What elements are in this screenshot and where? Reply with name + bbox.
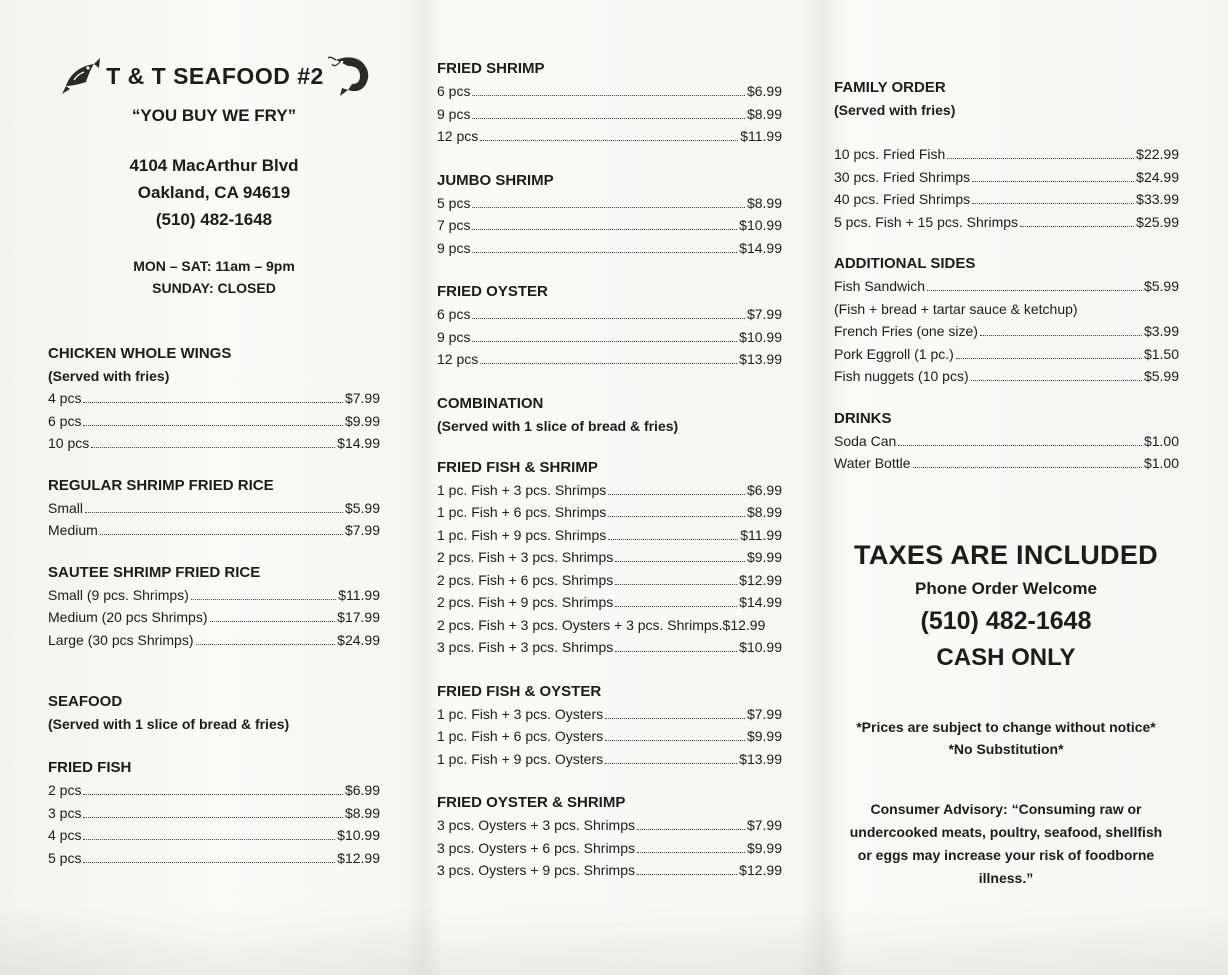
item-label: Small (9 pcs. Shrimps) [48, 586, 189, 603]
item-price: $7.99 [344, 522, 380, 538]
section-chicken-wings [48, 343, 380, 455]
item-price: $12.99 [739, 862, 782, 878]
leader-dots [608, 539, 738, 540]
shrimp-icon [328, 54, 374, 98]
leader-dots [191, 599, 336, 600]
leader-dots [605, 740, 745, 741]
item-price: $7.99 [746, 306, 782, 322]
menu-item [437, 636, 782, 659]
item-price: $9.99 [746, 549, 782, 565]
leader-dots [637, 874, 737, 875]
section-note: (Served with 1 slice of bread & fries) [48, 716, 290, 732]
item-label: Medium [48, 522, 98, 538]
leader-dots [83, 794, 342, 795]
menu-item [437, 125, 782, 148]
item-label: 5 pcs [437, 194, 471, 211]
item-label: 3 pcs. Oysters + 3 pcs. Shrimps [437, 817, 636, 833]
menu-item [437, 501, 782, 524]
no-substitution-notice: *No Substitution* [948, 741, 1064, 757]
item-price: $3.99 [1143, 323, 1179, 339]
item-label: 10 pcs. Fried Fish [834, 146, 946, 162]
menu-item [437, 326, 782, 349]
slogan: “YOU BUY WE FRY” [131, 106, 297, 125]
menu-item [48, 519, 380, 542]
item-price: $14.99 [739, 239, 782, 256]
item-price: $1.00 [1143, 455, 1179, 471]
item-label: 1 pc. Fish + 6 pcs. Oysters [437, 728, 604, 744]
menu-item [48, 432, 380, 455]
leader-dots [947, 158, 1134, 159]
item-label: 3 pcs. Fish + 3 pcs. Shrimps [437, 639, 614, 655]
menu-item [48, 584, 380, 607]
item-price: $8.99 [746, 194, 782, 211]
section-fish-oyster [437, 681, 782, 771]
menu-item [437, 748, 782, 771]
item-price: $12.99 [337, 849, 380, 866]
section-combination [437, 393, 782, 437]
leader-dots [972, 203, 1134, 204]
taxes-notice: TAXES ARE INCLUDED [854, 540, 1158, 570]
menu-item [437, 237, 782, 260]
item-price: $12.99 [739, 571, 782, 588]
section-title: REGULAR SHRIMP FRIED RICE [48, 476, 274, 494]
section-jumbo-shrimp [437, 170, 782, 260]
menu-item [437, 569, 782, 592]
address-line-2: Oakland, CA 94619 [137, 183, 291, 202]
middle-column [437, 58, 782, 882]
item-label: 12 pcs [437, 128, 479, 144]
item-label: 9 pcs [437, 105, 471, 122]
item-label: Fish Sandwich [834, 278, 926, 294]
leader-dots [1020, 226, 1134, 227]
address [48, 152, 380, 233]
menu-item [437, 859, 782, 882]
menu-item [437, 814, 782, 837]
menu-item [437, 524, 782, 547]
item-label: 2 pcs. Fish + 9 pcs. Shrimps [437, 594, 614, 610]
item-label: Small [48, 499, 84, 516]
menu-item [834, 211, 1179, 234]
item-price: $5.99 [1143, 278, 1179, 294]
item-label: 2 pcs. Fish + 3 pcs. Oysters + 3 pcs. Shrimps. [437, 616, 723, 633]
leader-dots [913, 467, 1142, 468]
item-label: Pork Eggroll (1 pc.) [834, 345, 954, 362]
leader-dots [608, 494, 745, 495]
item-price: $11.99 [740, 128, 782, 144]
menu-item [48, 410, 380, 433]
leader-dots [472, 118, 744, 119]
brand [54, 40, 380, 112]
menu-item [437, 614, 782, 637]
leader-dots [898, 445, 1142, 446]
item-price: $24.99 [1136, 168, 1179, 185]
item-price: $10.99 [739, 639, 782, 655]
item-label: 5 pcs. Fish + 15 pcs. Shrimps [834, 213, 1019, 230]
leader-dots [100, 534, 343, 535]
section-fried-shrimp [437, 58, 782, 148]
item-price: $13.99 [739, 351, 782, 367]
item-label: 40 pcs. Fried Shrimps [834, 191, 971, 207]
item-label: 12 pcs [437, 351, 479, 367]
leader-dots [480, 140, 738, 141]
menu-item [437, 348, 782, 371]
menu-item [437, 80, 782, 103]
leader-dots [637, 852, 745, 853]
item-price: $6.99 [746, 83, 782, 99]
menu-item [437, 103, 782, 126]
item-price: $8.99 [344, 804, 380, 821]
menu-item [48, 629, 380, 652]
item-label: 9 pcs [437, 239, 471, 256]
item-label: 1 pc. Fish + 3 pcs. Shrimps [437, 481, 607, 498]
item-label: 6 pcs [437, 83, 471, 99]
item-price: $9.99 [344, 412, 380, 429]
item-label: 5 pcs [48, 849, 82, 866]
phone-number: (510) 482-1648 [155, 210, 273, 229]
section-title: FRIED FISH [48, 759, 132, 776]
menu-item [834, 275, 1179, 298]
leader-dots [83, 839, 335, 840]
order-phone-number: (510) 482-1648 [920, 607, 1092, 635]
menu-item [437, 837, 782, 860]
paper-shadow [0, 905, 1228, 975]
section-note: (Served with 1 slice of bread & fries) [437, 417, 679, 434]
item-label: 6 pcs [48, 412, 82, 429]
item-label: Soda Can [834, 432, 897, 449]
item-price: $5.99 [344, 499, 380, 516]
menu-item [48, 606, 380, 629]
right-column [834, 77, 1179, 475]
fish-icon [60, 56, 102, 96]
advisory-line: Consumer Advisory: “Consuming raw or [870, 801, 1142, 817]
section-sautee-rice [48, 562, 380, 652]
section-title: FAMILY ORDER [834, 79, 946, 96]
item-label: Medium (20 pcs Shrimps) [48, 609, 208, 625]
hours-sunday: SUNDAY: CLOSED [152, 280, 276, 296]
section-family-order [834, 77, 1179, 233]
item-price: $10.99 [739, 328, 782, 345]
item-label: 2 pcs. Fish + 6 pcs. Shrimps [437, 571, 614, 588]
menu-item [437, 725, 782, 748]
item-label: 30 pcs. Fried Shrimps [834, 168, 971, 185]
item-label: 3 pcs [48, 804, 82, 821]
section-seafood [48, 691, 380, 735]
leader-dots [472, 207, 744, 208]
leader-dots [980, 335, 1142, 336]
leader-dots [615, 651, 737, 652]
item-price: $13.99 [739, 750, 782, 767]
menu-item [834, 430, 1179, 453]
section-title: FRIED SHRIMP [437, 60, 545, 77]
item-label: 2 pcs [48, 782, 82, 798]
notice-block [818, 540, 1194, 890]
section-title: JUMBO SHRIMP [437, 171, 554, 189]
menu-header [48, 40, 380, 299]
item-price: $10.99 [739, 217, 782, 233]
section-drinks [834, 408, 1179, 475]
item-label: 2 pcs. Fish + 3 pcs. Shrimps [437, 549, 614, 565]
item-price: $12.99 [722, 616, 766, 633]
item-price: $6.99 [746, 481, 782, 498]
leader-dots [971, 380, 1142, 381]
item-price: $7.99 [344, 390, 380, 406]
address-line-1: 4104 MacArthur Blvd [129, 156, 299, 175]
item-price: $8.99 [746, 504, 782, 520]
advisory-line: illness.” [978, 870, 1034, 886]
menu-item [834, 143, 1179, 166]
item-note: (Fish + bread + tartar sauce & ketchup) [834, 300, 1078, 317]
item-price: $33.99 [1136, 191, 1179, 207]
menu-item [48, 779, 380, 802]
section-title: COMBINATION [437, 394, 544, 412]
leader-dots [472, 341, 737, 342]
item-price: $17.99 [337, 609, 380, 625]
item-label: 7 pcs [437, 217, 471, 233]
item-label: Large (30 pcs Shrimps) [48, 631, 194, 648]
item-label: 3 pcs. Oysters + 6 pcs. Shrimps [437, 839, 636, 856]
menu-item [834, 452, 1179, 475]
section-note: (Served with fries) [48, 368, 170, 384]
leader-dots [927, 290, 1142, 291]
restaurant-name: T & T SEAFOOD #2 [106, 62, 324, 89]
phone-order-notice: Phone Order Welcome [914, 579, 1097, 598]
consumer-advisory [818, 798, 1194, 890]
leader-dots [83, 862, 335, 863]
section-fried-fish [48, 757, 380, 869]
section-title: FRIED OYSTER [437, 283, 548, 300]
leader-dots [608, 516, 745, 517]
leader-dots [472, 229, 737, 230]
leader-dots [83, 425, 342, 426]
leader-dots [972, 181, 1134, 182]
leader-dots [605, 718, 745, 719]
leader-dots [637, 829, 745, 830]
item-label: 4 pcs [48, 827, 82, 843]
menu-item [48, 824, 380, 847]
menu-item [834, 188, 1179, 211]
item-price: $7.99 [746, 705, 782, 722]
menu-item [48, 802, 380, 825]
item-price: $6.99 [344, 782, 380, 798]
section-note: (Served with fries) [834, 102, 956, 118]
section-regular-rice [48, 475, 380, 542]
item-price: $7.99 [746, 817, 782, 833]
menu-item [48, 847, 380, 870]
menu-item [437, 546, 782, 569]
item-label: 4 pcs [48, 390, 82, 406]
menu-item [437, 591, 782, 614]
leader-dots [472, 318, 744, 319]
leader-dots [196, 644, 336, 645]
leader-dots [480, 363, 737, 364]
item-label: 6 pcs [437, 306, 471, 322]
menu-item [437, 479, 782, 502]
leader-dots [83, 402, 342, 403]
leader-dots [210, 621, 336, 622]
item-price: $9.99 [746, 839, 782, 856]
menu-item [437, 214, 782, 237]
item-price: $1.00 [1143, 432, 1179, 449]
item-price: $25.99 [1136, 213, 1179, 230]
item-label: French Fries (one size) [834, 323, 978, 339]
section-title: CHICKEN WHOLE WINGS [48, 345, 232, 362]
item-price: $10.99 [337, 827, 380, 843]
section-title: DRINKS [834, 409, 892, 427]
item-label: 10 pcs [48, 435, 90, 451]
advisory-line: or eggs may increase your risk of foodborne [857, 847, 1155, 863]
menu-item [437, 703, 782, 726]
left-column [48, 40, 380, 869]
menu-item [437, 192, 782, 215]
item-price: $5.99 [1143, 368, 1179, 384]
price-change-notice: *Prices are subject to change without notice* [856, 719, 1156, 735]
menu-item [437, 303, 782, 326]
item-label: 1 pc. Fish + 6 pcs. Shrimps [437, 504, 607, 520]
hours [48, 255, 380, 299]
item-price: $1.50 [1143, 345, 1179, 362]
leader-dots [615, 606, 737, 607]
menu-item [834, 343, 1179, 366]
item-price: $14.99 [739, 594, 782, 610]
cash-only-notice: CASH ONLY [936, 644, 1076, 671]
item-price: $11.99 [740, 526, 782, 543]
leader-dots [615, 561, 745, 562]
section-title: SEAFOOD [48, 693, 123, 710]
leader-dots [615, 584, 737, 585]
section-title: ADDITIONAL SIDES [834, 255, 976, 272]
section-title: SAUTEE SHRIMP FRIED RICE [48, 563, 261, 581]
item-price: $11.99 [338, 586, 380, 603]
section-title: FRIED OYSTER & SHRIMP [437, 794, 626, 811]
section-additional-sides [834, 253, 1179, 388]
item-label: Water Bottle [834, 455, 911, 471]
menu-item [834, 320, 1179, 343]
section-title: FRIED FISH & OYSTER [437, 682, 602, 700]
leader-dots [472, 252, 737, 253]
menu-item [48, 387, 380, 410]
section-fish-shrimp [437, 457, 782, 659]
item-price: $9.99 [746, 728, 782, 744]
item-price: $8.99 [746, 105, 782, 122]
leader-dots [83, 817, 342, 818]
hours-weekday: MON – SAT: 11am – 9pm [133, 258, 295, 274]
section-fried-oyster [437, 281, 782, 371]
item-price: $14.99 [337, 435, 380, 451]
advisory-line: undercooked meats, poultry, seafood, shellfish [849, 824, 1163, 840]
menu-item [48, 497, 380, 520]
leader-dots [91, 447, 335, 448]
leader-dots [956, 358, 1142, 359]
leader-dots [85, 512, 343, 513]
item-label: 1 pc. Fish + 9 pcs. Shrimps [437, 526, 607, 543]
menu-item [834, 166, 1179, 189]
section-oyster-shrimp [437, 792, 782, 882]
leader-dots [472, 95, 744, 96]
item-label: 9 pcs [437, 328, 471, 345]
leader-dots [605, 763, 737, 764]
item-price: $24.99 [337, 631, 380, 648]
item-label: 1 pc. Fish + 9 pcs. Oysters [437, 750, 604, 767]
menu-item [834, 365, 1179, 388]
section-title: FRIED FISH & SHRIMP [437, 458, 598, 476]
item-label: Fish nuggets (10 pcs) [834, 368, 969, 384]
item-price: $22.99 [1136, 146, 1179, 162]
item-label: 1 pc. Fish + 3 pcs. Oysters [437, 705, 604, 722]
item-label: 3 pcs. Oysters + 9 pcs. Shrimps [437, 862, 636, 878]
